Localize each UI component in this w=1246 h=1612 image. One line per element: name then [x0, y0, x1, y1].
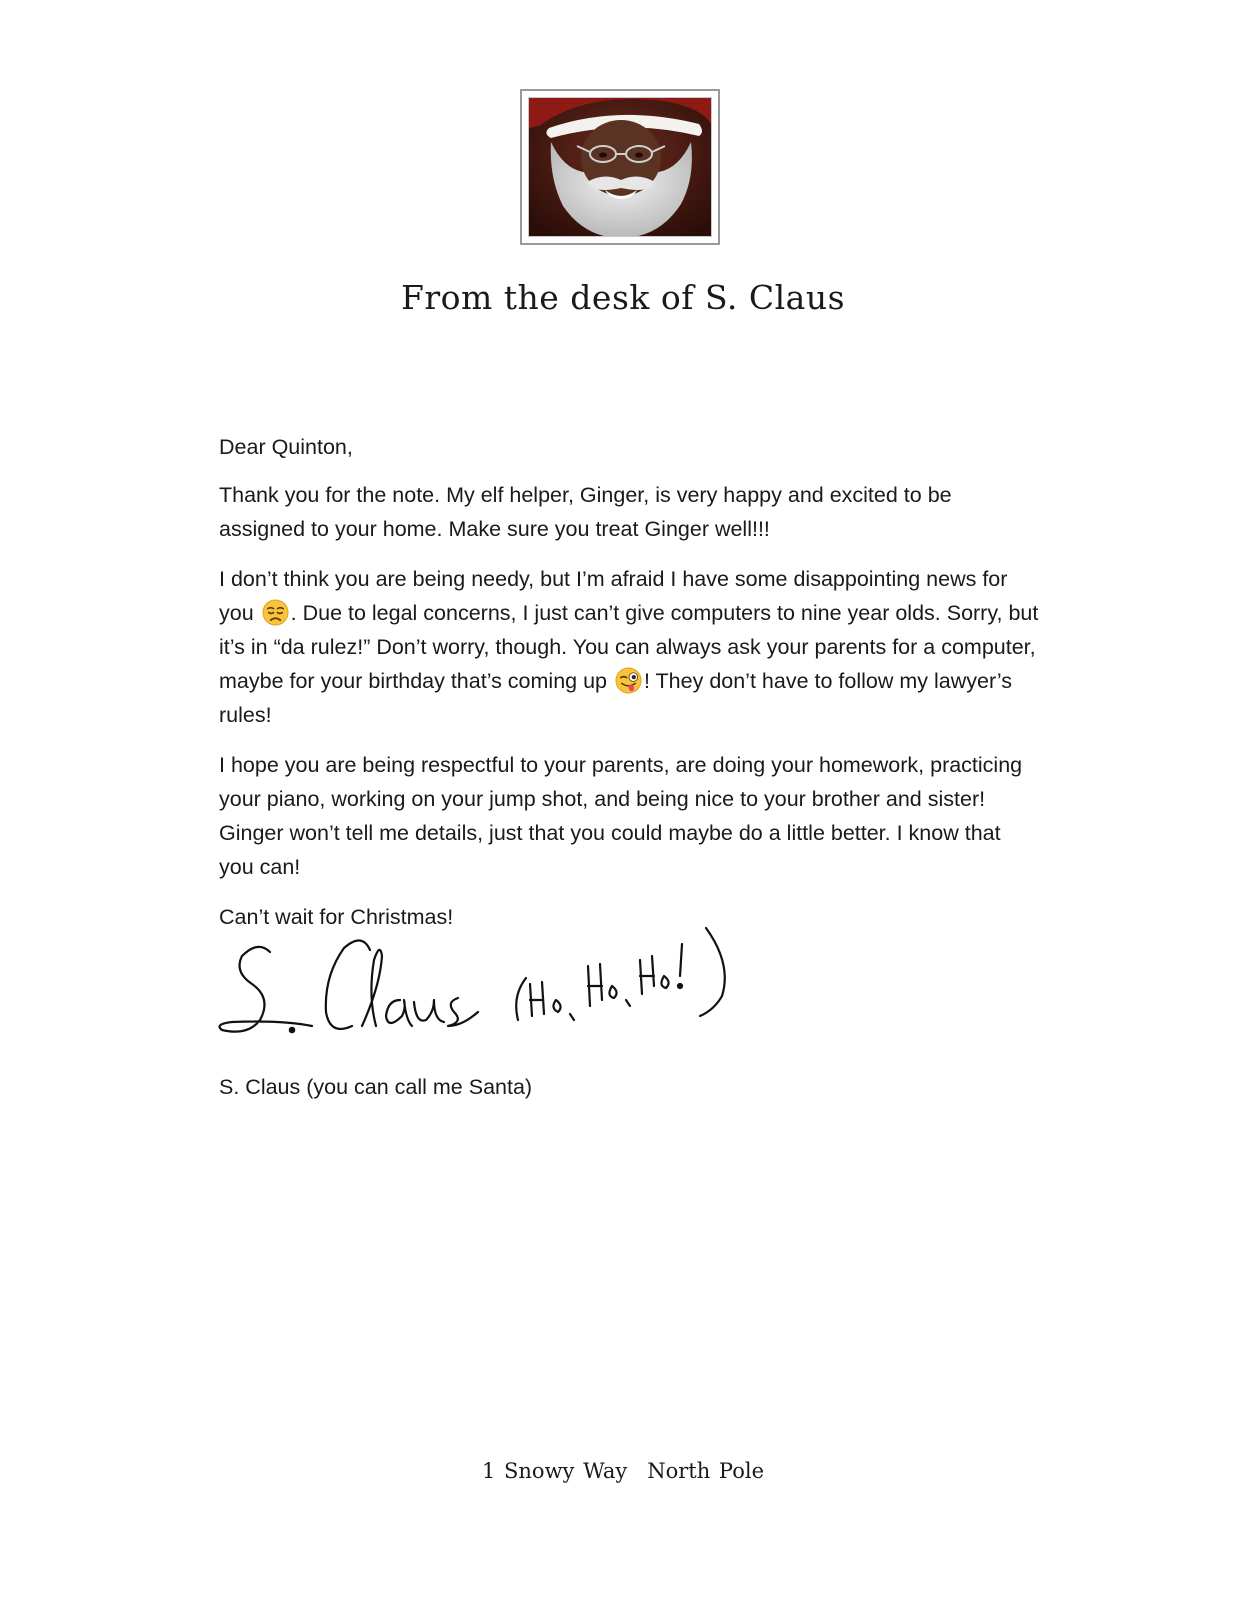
letter-greeting: Dear Quinton,	[219, 435, 353, 459]
footer-street: 1 Snowy Way	[481, 1459, 628, 1483]
footer-address	[0, 1459, 1246, 1483]
letter-closing: Can’t wait for Christmas!	[219, 905, 454, 929]
letterhead-title: From the desk of S. Claus	[400, 278, 846, 317]
santa-photo	[528, 97, 712, 237]
disappointed-face-icon	[262, 599, 289, 626]
paragraph-2-text-a: I don’t think you are being needy, but I’m afraid I have some disappointing news for you	[219, 567, 1008, 625]
paragraph-2-text-b: . Due to legal concerns, I just can’t give computers to nine year olds. Sorry, but it’s in “da rulez!” Don’t worry, though. You can always ask your parents for a computer, maybe for your birthday that’s coming up	[219, 601, 1039, 693]
printed-name: S. Claus (you can call me Santa)	[219, 1075, 533, 1099]
handwritten-signature	[212, 916, 772, 1056]
letter-paragraph-1: Thank you for the note. My elf helper, Ginger, is very happy and excited to be assigned to your home. Make sure you treat Ginger well!!!	[219, 483, 952, 541]
letter-paragraph-3: I hope you are being respectful to your parents, are doing your homework, practicing your piano, working on your jump shot, and being nice to your brother and sister! Ginger won’t tell me details, just that you could maybe do a little better. I know that you can!	[219, 753, 1023, 879]
footer-place: North Pole	[647, 1459, 764, 1483]
winking-face-with-tongue-icon	[615, 667, 642, 694]
letter-body	[219, 430, 1039, 950]
santa-photo-frame	[520, 89, 720, 245]
paragraph-2-text-c: ! They don’t have to follow my lawyer’s rules!	[219, 669, 1013, 727]
letter-paragraph-2	[219, 562, 1039, 732]
